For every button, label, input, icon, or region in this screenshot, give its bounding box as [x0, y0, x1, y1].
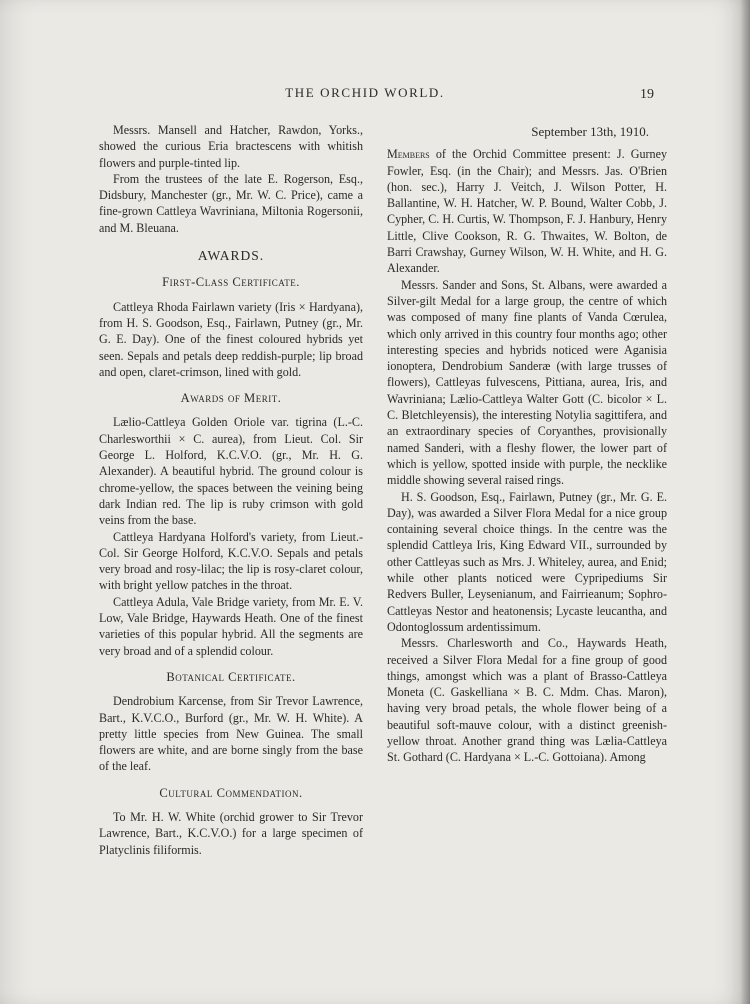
paragraph-hw-white: To Mr. H. W. White (orchid grower to Sir Trevor Lawrence, Bart., K.C.V.O.) for a large specimen of Platyclinis filiformis. — [99, 809, 363, 857]
paragraph-rogerson-trustees: From the trustees of the late E. Rogerson, Esq., Didsbury, Manchester (gr., Mr. W. C. Price), came a fine-grown Cattleya Wavriniana, Miltonia Rogersonii, and M. Bleuana. — [99, 171, 363, 235]
paragraph-cattleya-rhoda: Cattleya Rhoda Fairlawn variety (Iris × Hardyana), from H. S. Goodson, Esq., Fairlawn, Putney (gr., Mr. G. E. Day). One of the finest coloured hybrids yet seen. Sepals and petals deep reddish-purple; lip broad and open, claret-crimson, lined with gold. — [99, 299, 363, 379]
paragraph-goodson-fairlawn: H. S. Goodson, Esq., Fairlawn, Putney (gr., Mr. G. E. Day), was awarded a Silver Flora Medal for a nice group containing several choice things. In the centre was the splendid Cattleya Iris, King Edward VII., surrounded by other Cattleyas such as Mrs. J. Whiteley, aurea, and Enid; while other plants noticed were Cypripediums Sir Redvers Buller, Leysenianum, and Fairrieanum; Sophro-Cattleyas Nestor and heatonensis; Lycaste leucantha, and Odontoglossum ardentissimum. — [387, 489, 667, 634]
botanical-certificate-heading: Botanical Certificate. — [166, 669, 296, 684]
paragraph-dendrobium-karcense: Dendrobium Karcense, from Sir Trevor Lawrence, Bart., K.V.C.O., Burford (gr., Mr. W. H. White). A pretty little species from New Guinea. The small flowers are white, and are borne singly from the base of the leaf. — [99, 694, 363, 774]
paragraph-sander-and-sons: Messrs. Sander and Sons, St. Albans, were awarded a Silver-gilt Medal for a large group, the centre of which was composed of many fine plants of Vanda Cœrulea, which only arrived in this country four months ago; other interesting species and hybrids noticed were Aganisia ionoptera, Dendrobium Sanderæ (with large trusses of flowers), Cattleyas fulvescens, Pittiana, aurea, Iris, and Wavriniana; Lælio-Cattleya Walter Gott (C. bicolor × L. C. Bletchleyensis), the interesting Notylia sagittifera, and an extraordinary species of Coryanthes, provisionally named Sanderi, with a fleshy flower, the lower part of which is yellow, spotted inside with purple, the necklike middle showing several raised rings. — [387, 277, 667, 488]
awards-of-merit-heading: Awards of Merit. — [180, 391, 282, 406]
right-column — [387, 122, 667, 766]
committee-members-text: of the Orchid Committee present: J. Gurney Fowler, Esq. (in the Chair); and Messrs. Jas. O'Brien (hon. sec.), Harry J. Veitch, J. Wilson Potter, H. Ballantine, W. H. Hatcher, W. P. Bound, Walter Cobb, J. Cypher, C. H. Curtis, W. Thompson, F. J. Hanbury, Henry Little, Clive Cookson, R. G. Thwaites, W. Bolton, de Barri Crawshay, Gurney Wilson, W. H. White, and H. G. Alexander. — [387, 147, 667, 276]
cultural-commendation-heading: Cultural Commendation. — [159, 785, 303, 800]
left-column — [99, 122, 363, 858]
page-edge-shadow — [740, 0, 750, 1004]
first-class-certificate-heading: First-Class Certificate. — [162, 275, 300, 290]
meeting-date: September 13th, 1910. — [531, 124, 649, 139]
running-title: THE ORCHID WORLD. — [285, 85, 445, 100]
paragraph-cattleya-adula: Cattleya Adula, Vale Bridge variety, from Mr. E. V. Low, Vale Bridge, Haywards Heath. One of the finest varieties of this popular hybrid. All the segments are very broad and of a splendid colour. — [99, 594, 363, 658]
members-label: Members — [387, 147, 430, 162]
paragraph-committee-members — [387, 146, 667, 276]
paragraph-hardyana-holford: Cattleya Hardyana Holford's variety, from Lieut.-Col. Sir George Holford, K.C.V.O. Sepals and petals very broad and rosy-lilac; the lip is rosy-claret colour, with bright yellow patches in the throat. — [99, 529, 363, 593]
paragraph-charlesworth: Messrs. Charlesworth and Co., Haywards Heath, received a Silver Flora Medal for a fine group of good things, amongst which was a plant of Brasso-Cattleya Moneta (C. Gaskelliana × B. C. Mdm. Chas. Maron), having very broad petals, the whole flower being of a beautiful soft-mauve colour, with a distinct greenish-yellow throat. Another grand thing was Lælia-Cattleya St. Gothard (C. Hardyana × L.-C. Gottoiana). Among — [387, 636, 667, 765]
paragraph-mansell-hatcher: Messrs. Mansell and Hatcher, Rawdon, Yorks., showed the curious Eria bractescens with whitish flowers and purple-tinted lip. — [99, 123, 363, 170]
page-number: 19 — [640, 87, 654, 102]
paragraph-golden-oriole: Lælio-Cattleya Golden Oriole var. tigrina (L.-C. Charlesworthii × C. aurea), from Lieut. Col. Sir George L. Holford, K.C.V.O. (gr., Mr. H. G. Alexander). A beautiful hybrid. The ground colour is chrome-yellow, the spaces between the veining being dark Indian red. The lip is ruby crimson with gold veins from the base. — [99, 415, 363, 528]
awards-heading: AWARDS. — [197, 248, 265, 264]
